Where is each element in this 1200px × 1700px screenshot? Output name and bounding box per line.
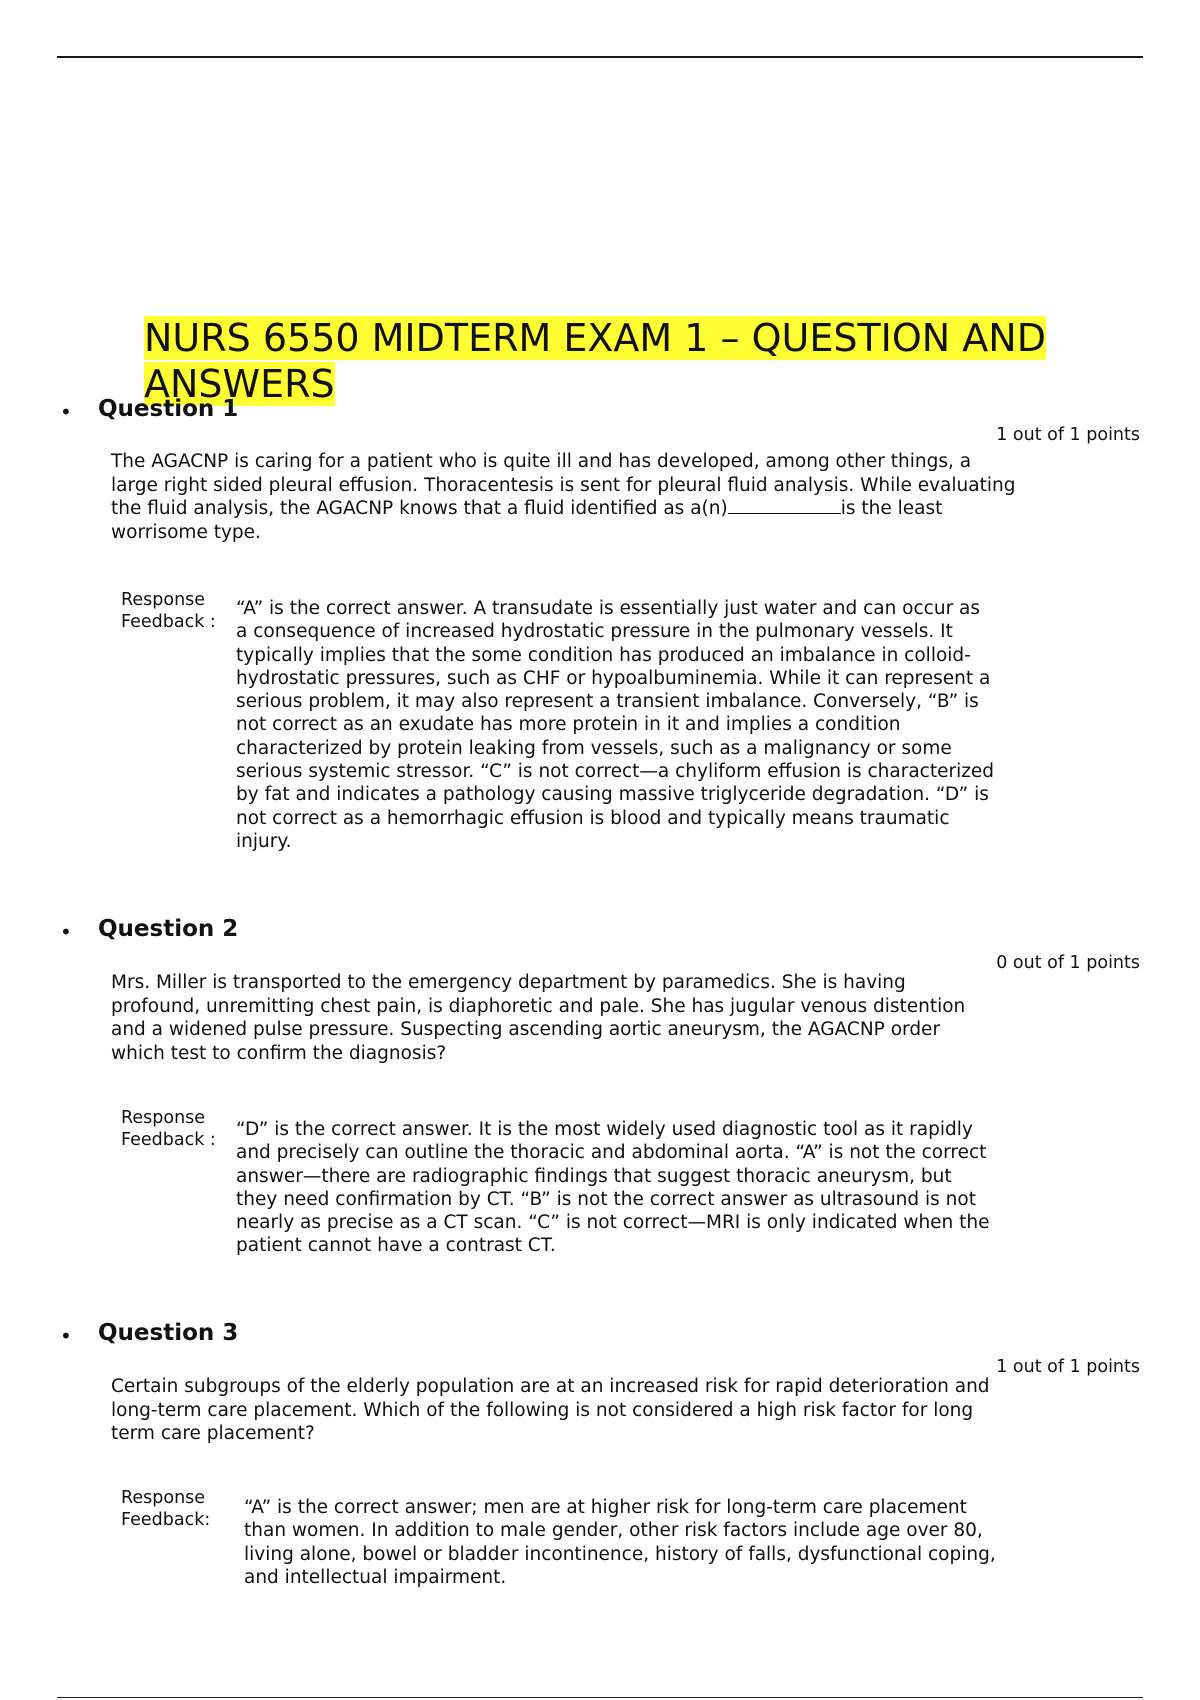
response-feedback-label: Response Feedback : xyxy=(121,590,216,632)
bullet-icon: • xyxy=(60,1324,72,1348)
question-text: Certain subgroups of the elderly population are at an increased risk for rapid deterioration and long-term care placement. Which of the following is not considered a high risk factor for long term care placement? xyxy=(111,1376,990,1444)
top-rule xyxy=(57,56,1143,58)
question-score: 0 out of 1 points xyxy=(996,953,1140,973)
response-feedback-text: “A” is the correct answer. A transudate is essentially just water and can occur as a consequence of increased hydrostatic pressure in the pulmonary vessels. It typically implies that the some condition has produced an imbalance in colloid-hydrostatic pressures, such as CHF or hypoalbuminemia. While it can represent a serious problem, it may also represent a transient imbalance. Conversely, “B” is not correct as an exudate has more protein in it and implies a condition characterized by protein leaking from vessels, such as a malignancy or some serious systemic stressor. “C” is not correct—a chyliform effusion is characterized by fat and indicates a pathology causing massive triglyceride degradation. “D” is not correct as a hemorrhagic effusion is blood and typically means traumatic injury. xyxy=(236,598,995,852)
question-score: 1 out of 1 points xyxy=(996,1357,1140,1377)
response-feedback-label: Response Feedback : xyxy=(121,1108,216,1150)
bullet-icon: • xyxy=(60,920,72,944)
question-text-part: is the least worrisome type. xyxy=(111,498,943,543)
response-feedback-text: “D” is the correct answer. It is the most widely used diagnostic tool as it rapidly and precisely can outline the thoracic and abdominal aorta. “A” is not the correct answer—there are radiographic findings that suggest thoracic aneurysm, but they need confirmation by CT. “B” is not the correct answer as ultrasound is not nearly as precise as a CT scan. “C” is not correct—MRI is only indicated when the patient cannot have a contrast CT. xyxy=(236,1119,990,1257)
answer-blank xyxy=(728,497,841,514)
response-feedback-label: Response Feedback: xyxy=(121,1488,211,1530)
response-feedback-text: “A” is the correct answer; men are at higher risk for long-term care placement than women. In addition to male gender, other risk factors include age over 80, living alone, bowel or bladder incontinence, history of falls, dysfunctional coping, and intellectual impairment. xyxy=(244,1497,996,1588)
question-text-part: The AGACNP is caring for a patient who is quite ill and has developed, among other things, a large right sided pleural effusion. Thoracentesis is sent for pleural fluid analysis. While evaluating the fluid analysis, the AGACNP knows that a fluid identified as a(n) xyxy=(111,451,1016,519)
bullet-icon: • xyxy=(60,400,72,424)
question-score: 1 out of 1 points xyxy=(996,425,1140,445)
question-text: Mrs. Miller is transported to the emergency department by paramedics. She is having profound, unremitting chest pain, is diaphoretic and pale. She has jugular venous distention and a widened pulse pressure. Suspecting ascending aortic aneurysm, the AGACNP order which test to confirm the diagnosis? xyxy=(111,972,966,1064)
question-heading: Question 1 xyxy=(98,396,239,422)
bottom-rule xyxy=(57,1697,1143,1698)
question-heading: Question 2 xyxy=(98,916,239,942)
question-text xyxy=(111,450,1016,544)
document-title: NURS 6550 MIDTERM EXAM 1 – QUESTION AND ANSWERS xyxy=(144,316,1046,407)
question-heading: Question 3 xyxy=(98,1320,239,1346)
